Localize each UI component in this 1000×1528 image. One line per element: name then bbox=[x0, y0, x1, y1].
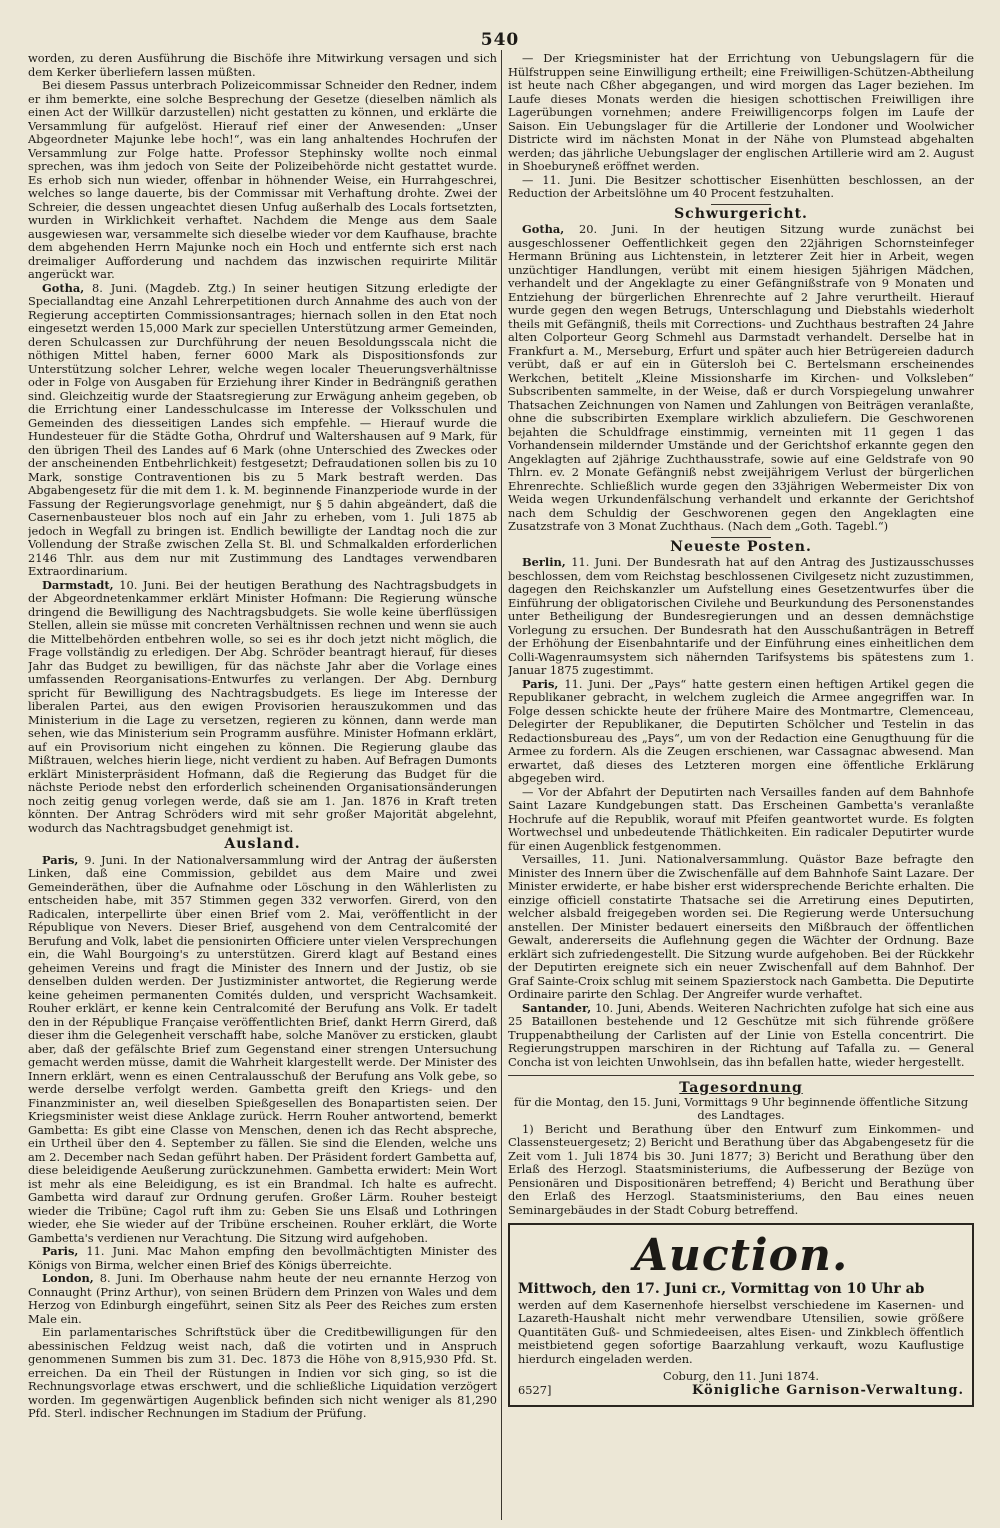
article-paragraph bbox=[28, 79, 497, 282]
auction-footer bbox=[518, 1384, 964, 1398]
paragraph-text: 11. Juni. Mac Mahon empfing den bevollmächtigten Minister des Königs von Birma, welcher einen Brief des Königs überreichte. bbox=[28, 1244, 497, 1272]
ausland-paragraphs bbox=[28, 854, 497, 1421]
paragraph-text: — Vor der Abfahrt der Deputirten nach Versailles fanden auf dem Bahnhofe Saint Lazare Kundgebungen statt. Das Erscheinen Gambetta's veranlaßte Hochrufe auf die Republik, worauf mit Pfeifen geantwortet wurde. Es folgten Wortwechsel und unbedeutende Thätlichkeiten. Ein radicaler Deputirter wurde für einen Augenblick festgenommen. bbox=[508, 784, 974, 853]
column-divider bbox=[501, 50, 502, 1520]
paragraph-text: 11. Juni. Der „Pays“ hatte gestern einen heftigen Artikel gegen die Republikaner gebracht, in welchem zugleich die Armee angegriffen war. In Folge dessen schickte heute der frühere Maire des Montmartre, Clemenceau, Delegirter der Republikaner, die Deputirten Schölcher und Testelin in das Redactionsbureau des „Pays“, um von der Redaction eine Genugthuung für die Armee zu fordern. Als die Zeugen erschienen, war Cassagnac abwesend. Man erwartet, daß dieses des Letzteren morgen eine öffentliche Erklärung abgegeben wird. bbox=[508, 676, 974, 785]
left-paragraphs bbox=[28, 52, 497, 835]
auction-body: werden auf dem Kasernenhofe hierselbst verschiedene im Kasernen- und Lazareth-Haushalt nicht mehr verwendbare Utensilien, sowie größere Quantitäten Guß- und Schmiedeeisen, altes Eisen- und Zinkblech öffentlich meistbietend gegen sofortige Baarzahlung verkauft, wozu Kauflustige hierdurch eingeladen werden. bbox=[518, 1297, 964, 1366]
right-top-paragraphs bbox=[508, 52, 974, 201]
auction-number: 6527] bbox=[518, 1382, 552, 1397]
dateline: Berlin, bbox=[522, 555, 566, 569]
dateline: London, bbox=[42, 1271, 94, 1285]
divider bbox=[508, 1075, 974, 1076]
paragraph-text: — 11. Juni. Die Besitzer schottischer Eisenhütten beschlossen, an der Reduction der Arbeitslöhne um 40 Procent festzuhalten. bbox=[508, 172, 974, 200]
paragraph-text: worden, zu deren Ausführung die Bischöfe ihre Mitwirkung versagen und sich dem Kerker überliefern lassen müßten. bbox=[28, 52, 497, 79]
auction-place-date: Coburg, den 11. Juni 1874. bbox=[662, 1369, 819, 1383]
article-paragraph bbox=[508, 556, 974, 678]
dateline: Paris, bbox=[522, 676, 559, 691]
page-number: 540 bbox=[480, 30, 520, 50]
agenda-notice bbox=[508, 1082, 974, 1217]
dateline: Santander, bbox=[522, 1000, 592, 1015]
schwurgericht-paragraphs bbox=[508, 223, 974, 534]
paragraph-text: 10. Juni. Bei der heutigen Berathung des Nachtragsbudgets in der Abgeordnetenkammer erklärt Minister Hofmann: Die Regierung wünsche dringend die Bewilligung des Nachtragsbudgets. Sie wolle keine überflüssigen Stellen, allein sie müsse mit concreten Verhältnissen rechnen und wenn sie auch die Mittelbehörden entbehren wolle, so sei es ihr doch jetzt nicht möglich, die Frage vollständig zu erledigen. Der Abg. Schröder beantragt hierauf, für dieses Jahr das Budget zu bewilligen, für das nächste Jahr aber die Vorlage eines umfassenden Reorganisations-Entwurfes zu verlangen. Der Abg. Dernburg spricht für Bewilligung des Nachtragsbudgets. Es liege im Interesse der liberalen Partei, aus den ewigen Provisorien herauszukommen und das Ministerium in die Lage zu versetzen, regieren zu können, dann werde man sehen, wie das Ministerium sein Programm ausführe. Minister Hofmann erklärt, auf ein Provisorium nicht eingehen zu können. Die Regierung glaube das Mißtrauen, welches hierin liege, nicht verdient zu haben. Auf Befragen Dumonts erklärt Ministerpräsident Hofmann, daß die Regierung das Budget für die nächste Periode nebst den erforderlich scheinenden Organisationsänderungen noch zeitig genug vorlegen werde, daß sie am 1. Jan. 1876 in Kraft treten könnten. Der Antrag Schröders wird mit sehr großer Majorität abgelehnt, wodurch das Nachtragsbudget genehmigt ist. bbox=[28, 577, 497, 835]
section-heading-neueste-posten: Neueste Posten. bbox=[670, 538, 812, 555]
auction-title: Auction. bbox=[633, 1230, 849, 1281]
article-paragraph bbox=[508, 223, 974, 534]
left-column bbox=[28, 52, 497, 1514]
paragraph-text: 10. Juni, Abends. Weiteren Nachrichten zufolge hat sich eine aus 25 Bataillonen bestehende und 12 Geschütze mit sich führende größere Truppenabtheilung der Carlisten auf der Linie von Estella concentrirt. Die Regierungstruppen marschiren in der Richtung auf Tafalla zu. — General Concha ist von leichten Unwohlsein, das ihn befallen hatte, wieder hergestellt. bbox=[508, 1000, 974, 1069]
article-paragraph bbox=[508, 1002, 974, 1070]
article-paragraph bbox=[28, 854, 497, 1246]
article-paragraph bbox=[28, 282, 497, 579]
paragraph-text: Versailles, 11. Juni. Nationalversammlung. Quästor Baze befragte den Minister des Innern über die Zwischenfälle auf dem Bahnhofe Saint Lazare. Der Minister erwiderte, er habe bisher erst widersprechende Berichte erhalten. Die einzige officiell constatirte Thatsache sei die Arretirung eines Deputirten, welcher alsbald freigegeben worden sei. Die Regierung werde Untersuchung anstellen. Der Minister bedauert einerseits den Mißbrauch der öffentlichen Gewalt, andererseits die Auflehnung gegen die Wächter der Ordnung. Baze erklärt sich zufriedengestellt. Die Sitzung wurde aufgehoben. Bei der Rückkehr der Deputirten ereignete sich ein neuer Zwischenfall auf dem Bahnhof. Der Graf Sainte-Croix schlug mit seinem Spazierstock nach Gambetta. Die Deputirte Ordinaire parirte den Schlag. Der Angreifer wurde verhaftet. bbox=[508, 852, 974, 1001]
article-paragraph bbox=[28, 579, 497, 836]
divider bbox=[711, 537, 771, 538]
paragraph-text: Ein parlamentarisches Schriftstück über die Creditbewilligungen für den abessinischen Feldzug weist nach, daß die votirten und in Anspruch genommenen Summen bis zum 31. Dec. 1873 die Höhe von 8,915,930 Pfd. St. erreichen. Da ein Theil der Rüstungen in Indien vor sich ging, so ist die Rechnungsvorlage etwas erschwert, und die schließliche Liquidation verzögert worden. Im gegenwärtigen Augenblick befinden sich nicht weniger als 81,290 Pfd. Sterl. indischer Rechnungen im Stadium der Prüfung. bbox=[28, 1325, 497, 1420]
paragraph-text: Bei diesem Passus unterbrach Polizeicommissar Schneider den Redner, indem er ihm bemerkte, eine solche Besprechung der Gesetze (dieselben nämlich als einen Act der Willkür darzustellen) nicht gestatten zu können, und erklärte die Versammlung für aufgelöst. Hierauf rief einer der Anwesenden: „Unser Abgeordneter Majunke lebe hoch!“, was ein lang anhaltendes Hochrufen der Versammlung zur Folge hatte. Professor Stephinsky wollte noch einmal sprechen, was ihm jedoch von Seite der Polizeibehörde nicht gestattet wurde. Es erhob sich nun wieder, offenbar in höhnender Weise, ein Hurrahgeschrei, welches so lange dauerte, bis der Commissar mit Verhaftung drohte. Zwei der Schreier, die dessen ungeachtet diesen Unfug außerhalb des Locals fortsetzten, wurden in Wirklichkeit verhaftet. Nachdem die Menge aus dem Saale ausgewiesen war, versammelte sich dieselbe wieder vor dem Kaufhause, brachte dem abgehenden Herrn Majunke noch ein Hoch und entfernte sich erst nach dreimaliger Aufforderung und nachdem das inzwischen requirirte Militär angerückt war. bbox=[28, 78, 497, 281]
agenda-body: 1) Bericht und Berathung über den Entwurf zum Einkommen- und Classensteuergesetz; 2) Bericht und Berathung über das Abgabengesetz für die Zeit vom 1. Juli 1874 bis 30. Juni 1877; 3) Bericht und Berathung über den Erlaß des Herzogl. Staatsministeriums, die Aufbesserung der Bezüge von Pensionären und Dispositionären betreffend; 4) Bericht und Berathung über den Erlaß des Herzogl. Staatsministeriums, den Bau eines neuen Seminargebäudes in der Stadt Coburg betreffend. bbox=[508, 1121, 974, 1217]
article-paragraph bbox=[28, 1272, 497, 1326]
article-paragraph bbox=[28, 1326, 497, 1421]
right-column bbox=[508, 52, 974, 1514]
article-paragraph bbox=[508, 678, 974, 786]
dateline: Gotha, bbox=[522, 222, 565, 236]
auction-date: Mittwoch, den 17. Juni cr., Vormittag von 10 Uhr ab bbox=[518, 1281, 925, 1297]
paragraph-text: 9. Juni. In der Nationalversammlung wird der Antrag der äußersten Linken, daß eine Commission, gebildet aus dem Maire und zwei Gemeinderäthen, über die Aufnahme oder Löschung in den Wählerlisten zu entscheiden habe, mit 357 Stimmen gegen 332 verworfen. Girerd, von den Radicalen, interpellirte über einen Brief vom 2. Mai, veröffentlicht in der République von Nevers. Dieser Brief, ausgehend von dem Centralcomité der Berufung and Volk, labet die pensionirten Officiere unter vielen Versprechungen ein, die Wahl Bourgoing's zu unterstützen. Girerd klagt auf Bestand eines geheimen Vereins und fragt die Minister des Innern und der Justiz, ob sie denselben dulden werden. Der Justizminister antwortet, die Regierung werde keine geheimen permanenten Comités dulden, und verspricht Wachsamkeit. Rouher erklärt, er kenne kein Centralcomité der Berufung ans Volk. Er tadelt den in der République Française veröffentlichten Brief, dankt Herrn Girerd, daß dieser ihm die Gelegenheit verschafft habe, solche Manöver zu ersticken, glaubt aber, daß der gefälschte Brief zum Gegenstand einer strengen Untersuchung gemacht werden müsse, damit die Wahrheit klargestellt werde. Der Minister des Innern erklärt, wenn es einen Centralausschuß der Berufung ans Volk gebe, so werde derselbe verfolgt werden. Gambetta greift den Kriegs- und den Finanzminister an, weil dieselben Spießgesellen des Bonapartisten seien. Der Kriegsminister weist diese Anklage zurück. Herrn Rouher antwortend, bemerkt Gambetta: Es gibt eine Classe von Menschen, denen ich das Recht abspreche, ein Urtheil über den 4. September zu fällen. Sie sind die Elenden, welche uns am 2. December nach Sedan geführt haben. Der Präsident fordert Gambetta auf, diese beleidigende Aeußerung zurückzunehmen. Gambetta erwidert: Mein Wort ist mehr als eine Beleidigung, es ist ein Brandmal. Ich halte es aufrecht. Gambetta wird darauf zur Ordnung gerufen. Großer Lärm. Rouher besteigt wieder die Tribüne; Cagol ruft ihm zu: Geben Sie uns Elsaß und Lothringen wieder, ehe Sie wieder auf der Tribüne erscheinen. Rouher erklärt, die Worte Gambetta's verdienen nur Verachtung. Die Sitzung wird aufgehoben. bbox=[28, 852, 497, 1245]
article-paragraph bbox=[508, 174, 974, 201]
paragraph-text: 8. Juni. Im Oberhause nahm heute der neu ernannte Herzog von Connaught (Prinz Arthur), von seinen Brüdern dem Prinzen von Wales und dem Herzog von Edinburgh eingeführt, seinen Sitz als Peer des Reiches zum ersten Male ein. bbox=[28, 1271, 497, 1326]
paragraph-text: — Der Kriegsminister hat der Errichtung von Uebungslagern für die Hülfstruppen seine Einwilligung ertheilt; eine Freiwilligen-Schützen-Abtheilung ist heute nach Cßher abgegangen, und wird morgen das Lager beziehen. Im Laufe dieses Monats werden die hiesigen schottischen Freiwilligen ihre Lagerübungen vornehmen; andere Freiwilligencorps folgen im Laufe der Saison. Ein Uebungslager für die Artillerie der Londoner und Woolwicher Districte wird im nächsten Monat in der Nähe von Plumstead abgehalten werden; das jährliche Uebungslager der englischen Artillerie wird am 2. August in Shoeburyneß eröffnet werden. bbox=[508, 52, 974, 173]
paragraph-text: 11. Juni. Der Bundesrath hat auf den Antrag des Justizausschusses beschlossen, dem vom Reichstag beschlossenen Civilgesetz nicht zuzustimmen, dagegen den Reichskanzler um Aufstellung eines Gesetzentwurfes über die Einführung der obligatorischen Civilehe und Beurkundung des Personenstandes unter Betheiligung der Bundesregierungen und an dessen demnächstige Vorlegung zu ersuchen. Der Bundesrath hat den Ausschußanträgen in Betreff der Erhöhung der Eisenbahntarife und der Einführung eines einheitlichen dem Colli-Wagenraumsystem sich nähernden Tarifsystems bis spätestens zum 1. Januar 1875 zugestimmt. bbox=[508, 555, 974, 677]
auction-signature: Königliche Garnison-Verwaltung. bbox=[692, 1382, 964, 1398]
section-heading-ausland: Ausland. bbox=[224, 836, 301, 852]
article-paragraph bbox=[28, 52, 497, 79]
article-paragraph bbox=[508, 786, 974, 854]
section-heading-schwurgericht: Schwurgericht. bbox=[674, 205, 808, 222]
dateline: Paris, bbox=[42, 1244, 79, 1258]
dateline: Darmstadt, bbox=[42, 577, 114, 592]
divider bbox=[711, 204, 771, 205]
paragraph-text: 8. Juni. (Magdeb. Ztg.) In seiner heutigen Sitzung erledigte der Speciallandtag eine Anzahl Lehrerpetitionen durch Annahme des auch von der Regierung acceptirten Commissionsantrages; hiernach sollen in den Etat noch eingesetzt werden 15,000 Mark zur speciellen Unterstützung armer Gemeinden, deren Schulcassen zur Durchführung der neuen Besoldungsscala nicht die nöthigen Mittel haben, ferner 6000 Mark als Dispositionsfonds zur Unterstützung solcher Lehrer, welche wegen localer Theuerungsverhältnisse oder in Folge von Ausgaben für Erziehung ihrer Kinder in Bedrängniß gerathen sind. Gleichzeitig wurde der Staatsregierung zur Erwägung anheim gegeben, ob die Errichtung einer Landesschulcasse im Interesse der Volksschulen und Gemeinden des diesseitigen Landes sich empfehle. — Hierauf wurde die Hundesteuer für die Städte Gotha, Ohrdruf und Waltershausen auf 9 Mark, für den übrigen Theil des Landes auf 6 Mark (ohne Unterschied des Zweckes oder der anscheinenden Entbehrlichkeit) festgesetzt; Defraudationen sollen bis zu 10 Mark, sonstige Contraventionen bis zu 5 Mark bestraft werden. Das Abgabengesetz für die mit dem 1. k. M. beginnende Finanzperiode wurde in der Fassung der Regierungsvorlage genehmigt, nur § 5 dahin abgeändert, daß die Casernenbausteuer blos noch auf ein Jahr zu erheben, vom 1. Juli 1875 ab jedoch in Wegfall zu bringen ist. Endlich bewilligte der Landtag noch die zur Vollendung der Straße zwischen Zella St. Bl. und Schmalkalden erforderlichen 2146 Thlr. aus dem nur mit Zustimmung des Landtages verwendbaren Extraordinarium. bbox=[28, 280, 497, 578]
auction-advertisement bbox=[508, 1223, 974, 1407]
agenda-title: Tagesordnung bbox=[679, 1080, 803, 1096]
article-paragraph bbox=[508, 52, 974, 174]
agenda-intro: für die Montag, den 15. Juni, Vormittags 9 Uhr beginnende öffentliche Sitzung des Landtages. bbox=[513, 1094, 969, 1122]
article-paragraph bbox=[508, 853, 974, 1002]
neueste-paragraphs bbox=[508, 556, 974, 1069]
dateline: Paris, bbox=[42, 852, 79, 867]
dateline: Gotha, bbox=[42, 280, 85, 295]
article-paragraph bbox=[28, 1245, 497, 1272]
paragraph-text: 20. Juni. In der heutigen Sitzung wurde zunächst bei ausgeschlossener Oeffentlichkeit gegen den 22jährigen Schornsteinfeger Hermann Brüning aus Lichtenstein, in letzterer Zeit hier in Arbeit, wegen unzüchtiger Handlungen, verübt mit einem hiesigen 5jährigen Mädchen, verhandelt und der Angeklagte zu einer Gefängnißstrafe von 9 Monaten und Entziehung der bürgerlichen Ehrenrechte auf 2 Jahre verurtheilt. Hierauf wurde gegen den wegen Betrugs, Unterschlagung und Diebstahls wiederholt theils mit Gefängniß, theils mit Corrections- und Zuchthaus bestraften 24 Jahre alten Colporteur Georg Schmehl aus Darmstadt verhandelt. Derselbe hat in Frankfurt a. M., Merseburg, Erfurt und später auch hier Betrügereien dadurch verübt, daß er auf ein in Gütersloh bei C. Bertelsmann erscheinendes Werkchen, betitelt „Kleine Missionsharfe im Kirchen- und Volksleben“ Subscribenten sammelte, in der Weise, daß er durch Vorspiegelung unwahrer Thatsachen Zeichnungen von Namen und Zahlungen von Beiträgen veranlaßte, ohne die subscribirten Exemplare wirklich abzuliefern. Die Geschworenen bejahten die Schuldfrage einstimmig, verneinten mit 11 gegen 1 das Vorhandensein mildernder Umstände und der Gerichtshof erkannte gegen den Angeklagten auf 2jährige Zuchthausstrafe, sowie auf eine Geldstrafe von 90 Thlrn. ev. 2 Monate Gefängniß nebst zweijährigem Verlust der bürgerlichen Ehrenrechte. Schließlich wurde gegen den 33jährigen Webermeister Dix von Weida wegen Urkundenfälschung verhandelt und erkannte der Gerichtshof nach dem Schuldig der Geschworenen gegen den Angeklagten eine Zusatzstrafe von 3 Monat Zuchthaus. (Nach dem „Goth. Tagebl.“) bbox=[508, 222, 974, 533]
